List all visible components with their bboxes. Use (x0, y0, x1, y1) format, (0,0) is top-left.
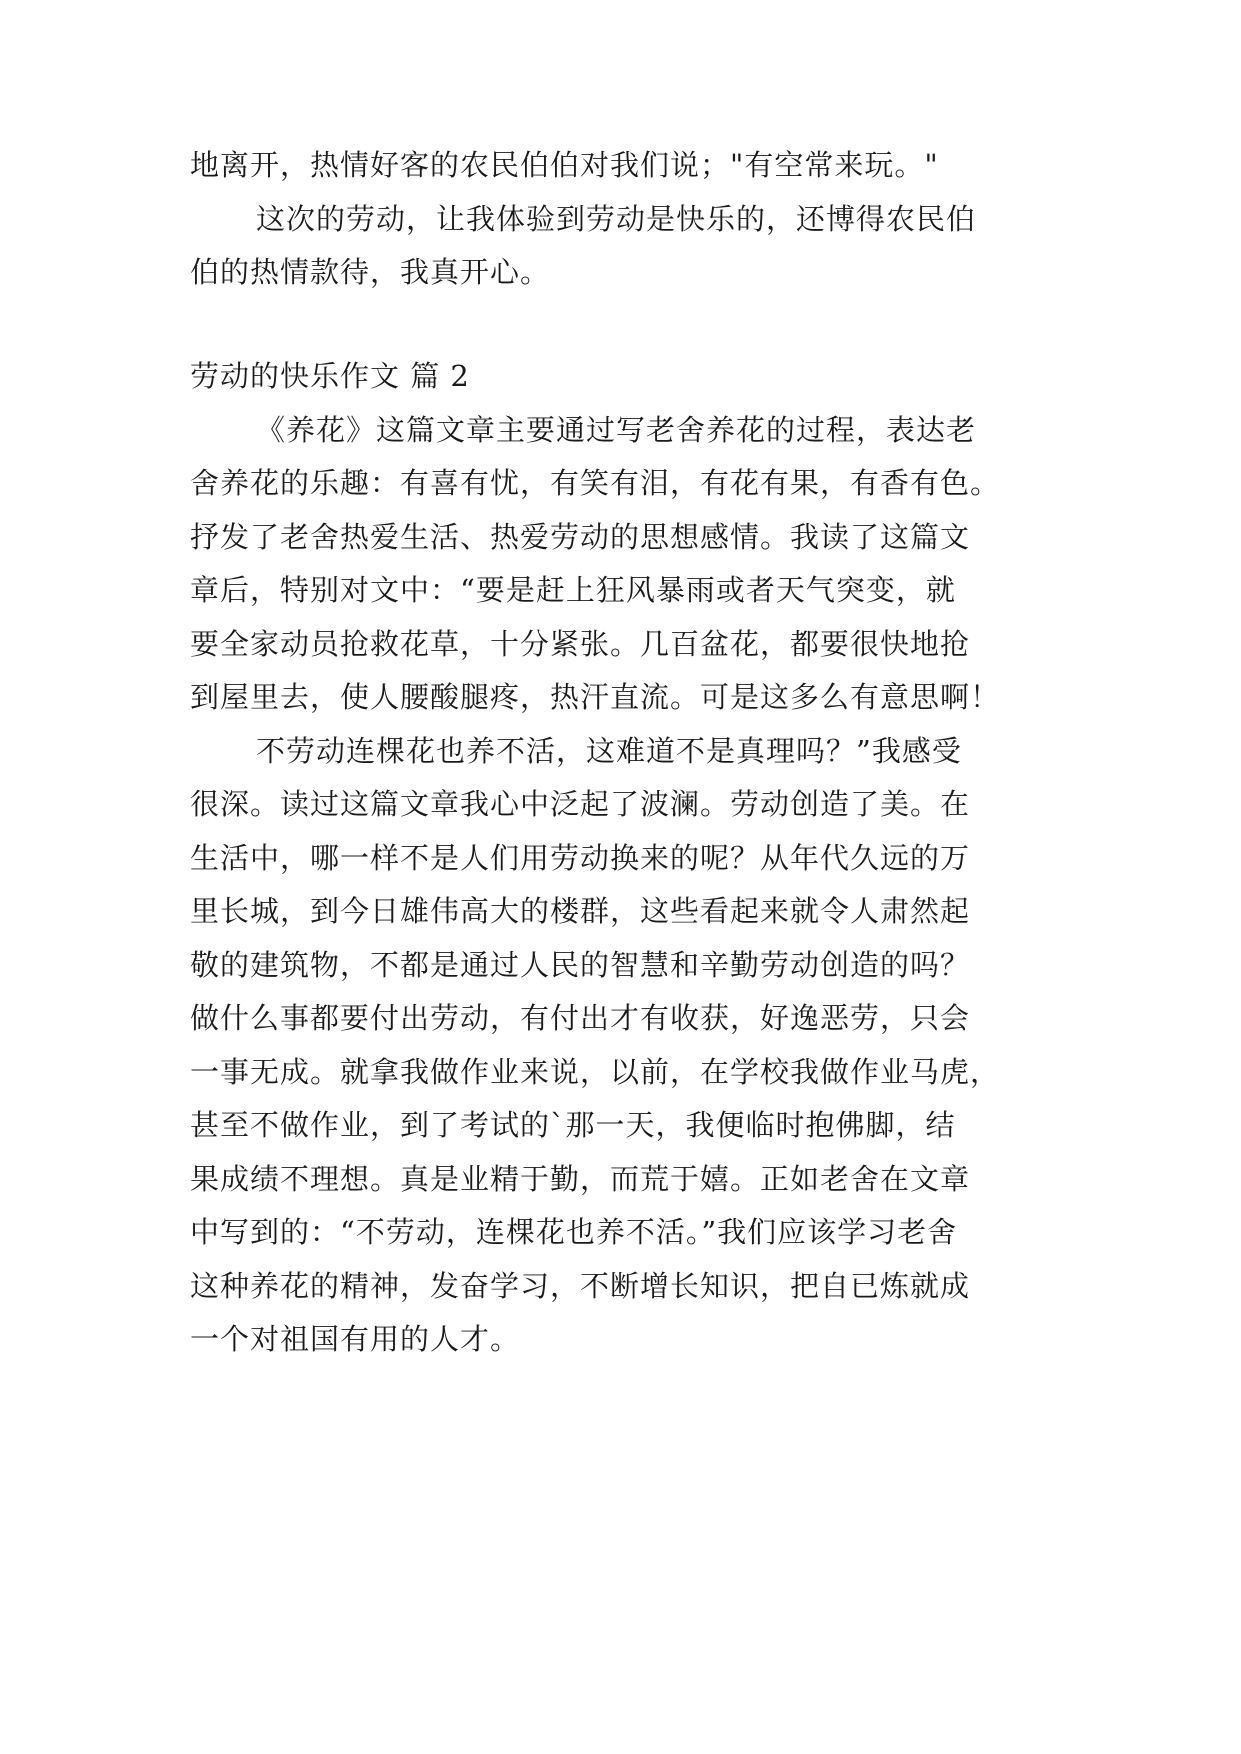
paragraph-line: 抒发了老舍热爱生活、热爱劳动的思想感情。我读了这篇文 (190, 520, 971, 554)
paragraph-line: 到屋里去，使人腰酸腿疼，热汗直流。可是这多么有意思啊！ (190, 680, 1001, 714)
paragraph-line: 地离开，热情好客的农民伯伯对我们说；"有空常来玩。" (190, 148, 939, 182)
paragraph-line: 一事无成。就拿我做作业来说，以前，在学校我做作业马虎， (190, 1055, 1001, 1089)
paragraph-line: 这种养花的精神，发奋学习，不断增长知识，把自已炼就成 (190, 1269, 971, 1303)
paragraph-line: 里长城，到今日雄伟高大的楼群，这些看起来就令人肃然起 (190, 894, 971, 928)
paragraph-line: 不劳动连棵花也养不活，这难道不是真理吗？”我感受 (256, 734, 962, 768)
paragraph-line: 敬的建筑物，不都是通过人民的智慧和辛勤劳动创造的吗？ (190, 948, 971, 982)
paragraph-line: 《养花》这篇文章主要通过写老舍养花的过程，表达老 (256, 413, 977, 447)
paragraph-line: 中写到的：“不劳动，连棵花也养不活。”我们应该学习老舍 (190, 1215, 958, 1249)
paragraph-line: 果成绩不理想。真是业精于勤，而荒于嬉。正如老舍在文章 (190, 1162, 971, 1196)
paragraph-line: 这次的劳动，让我体验到劳动是快乐的，还博得农民伯 (256, 202, 977, 236)
paragraph-line: 一个对祖国有用的人才。 (190, 1322, 521, 1356)
paragraph-line: 生活中，哪一样不是人们用劳动换来的呢？从年代久远的万 (190, 841, 971, 875)
paragraph-line: 舍养花的乐趣：有喜有忧，有笑有泪，有花有果，有香有色。 (190, 466, 1001, 500)
paragraph-line: 做什么事都要付出劳动，有付出才有收获，好逸恶劳，只会 (190, 1001, 971, 1035)
section-heading: 劳动的快乐作文 篇 2 (190, 359, 470, 393)
paragraph-line: 伯的热情款待，我真开心。 (190, 255, 551, 289)
paragraph-line: 章后，特别对文中：“要是赶上狂风暴雨或者天气突变，就 (190, 573, 956, 607)
paragraph-line: 很深。读过这篇文章我心中泛起了波澜。劳动创造了美。在 (190, 787, 971, 821)
paragraph-line: 甚至不做作业，到了考试的`那一天，我便临时抱佛脚，结 (190, 1108, 956, 1142)
paragraph-line: 要全家动员抢救花草，十分紧张。几百盆花，都要很快地抢 (190, 627, 971, 661)
